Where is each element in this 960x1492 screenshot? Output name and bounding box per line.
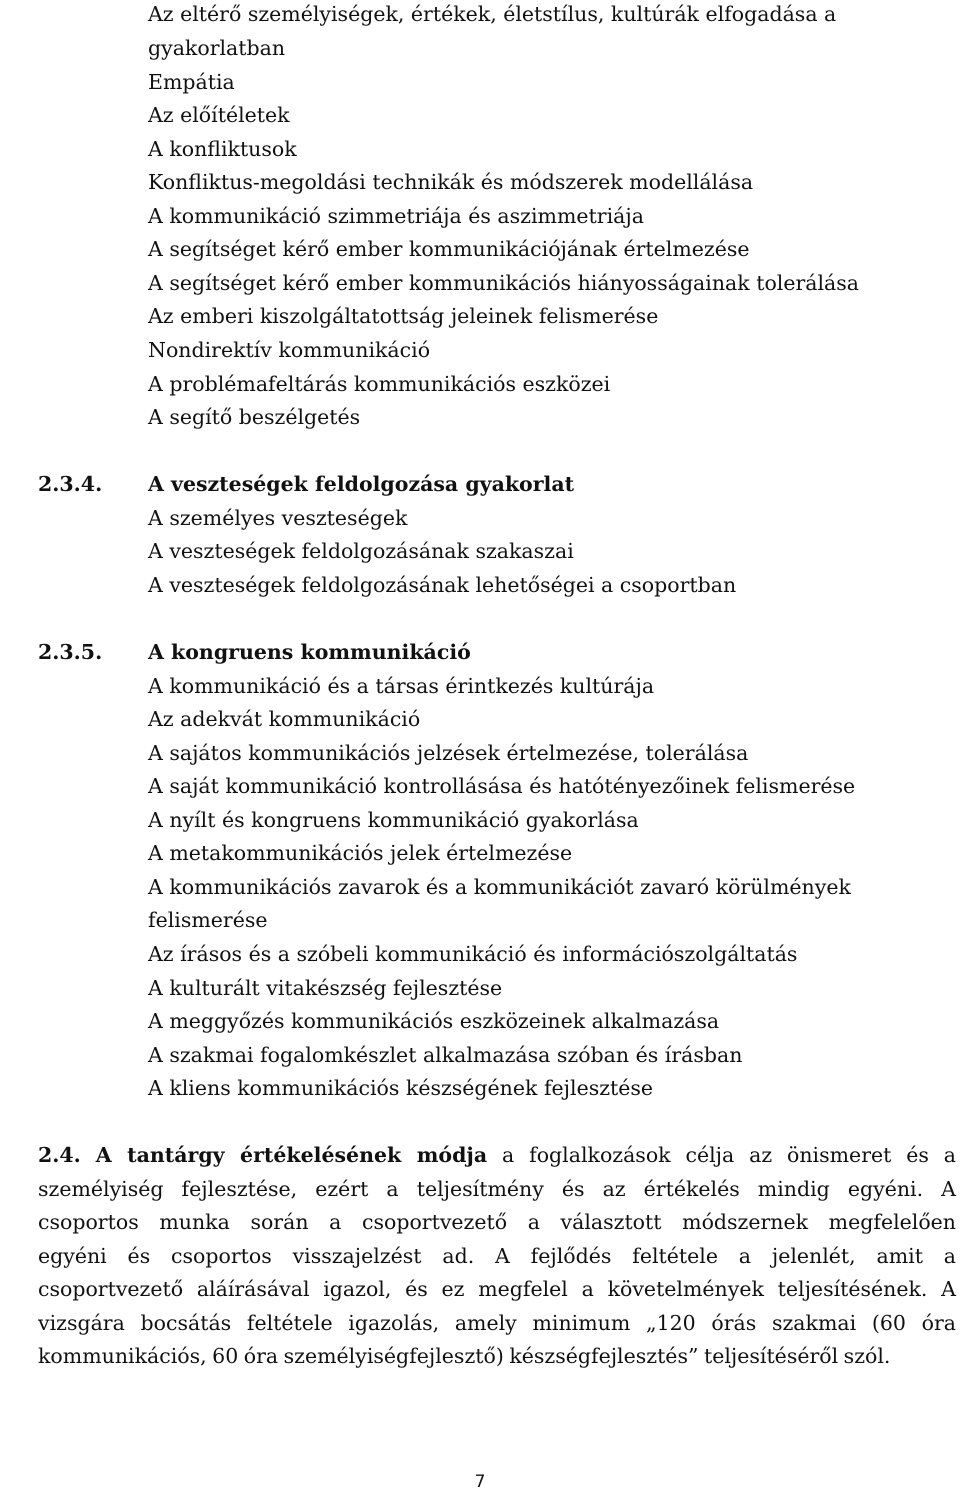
list-item: A meggyőzés kommunikációs eszközeinek alkalmazása	[148, 1009, 720, 1033]
list-item: A metakommunikációs jelek értelmezése	[148, 841, 573, 865]
paragraph-line: csoportvezető aláírásával igazol, és ez megfelel a követelmények teljesítésének. A	[38, 1277, 956, 1301]
list-item: A kommunikáció szimmetriája és aszimmetriája	[148, 204, 644, 228]
paragraph-line: kommunikációs, 60 óra személyiségfejlesztő) készségfejlesztés” teljesítéséről szól.	[38, 1344, 891, 1368]
list-item: A problémafeltárás kommunikációs eszközei	[148, 372, 611, 396]
paragraph-text: a foglalkozások célja az önismeret és a	[502, 1143, 956, 1167]
list-item: Empátia	[148, 70, 235, 94]
list-item: Konfliktus-megoldási technikák és módszerek modellálása	[148, 170, 754, 194]
paragraph-line: egyéni és csoportos visszajelzést ad. A fejlődés feltétele a jelenlét, amit a	[38, 1243, 956, 1268]
list-item: Az emberi kiszolgáltatottság jeleinek felismerése	[148, 304, 659, 328]
list-item: Az adekvát kommunikáció	[148, 707, 421, 731]
list-item: Az eltérő személyiségek, értékek, életstílus, kultúrák elfogadása a	[148, 2, 837, 26]
list-item: A saját kommunikáció kontrollásása és hatótényezőinek felismerése	[148, 774, 856, 798]
list-item: A kliens kommunikációs készségének fejlesztése	[148, 1076, 654, 1100]
list-item: Nondirektív kommunikáció	[148, 338, 431, 362]
list-item: A személyes veszteségek	[148, 506, 408, 530]
paragraph-line: személyiség fejlesztése, ezért a teljesítmény és az értékelés mindig egyéni. A	[38, 1176, 956, 1201]
list-item: A szakmai fogalomkészlet alkalmazása szóban és írásban	[148, 1043, 743, 1067]
list-item: Az írásos és a szóbeli kommunikáció és információszolgáltatás	[148, 942, 798, 966]
paragraph-line: csoportos munka során a csoportvezető a választott módszernek megfelelően	[38, 1210, 956, 1234]
paragraph-line	[38, 1145, 956, 1179]
list-item: A segítő beszélgetés	[148, 405, 361, 429]
section-number: 2.3.4.	[38, 472, 103, 496]
list-item: felismerése	[148, 908, 268, 932]
list-item: A veszteségek feldolgozásának lehetőségei a csoportban	[148, 573, 737, 597]
section-24-paragraph	[38, 1145, 956, 1380]
page-number: 7	[474, 1472, 486, 1492]
list-item: A konfliktusok	[148, 137, 297, 161]
list-item: Az előítéletek	[148, 103, 290, 127]
list-item: A veszteségek feldolgozásának szakaszai	[148, 539, 574, 563]
section-number: 2.4.	[38, 1143, 81, 1167]
list-item: A nyílt és kongruens kommunikáció gyakorlása	[148, 808, 639, 832]
section-title: A veszteségek feldolgozása gyakorlat	[148, 472, 575, 496]
list-item: A segítséget kérő ember kommunikációs hiányosságainak tolerálása	[148, 271, 860, 295]
list-item: A kommunikáció és a társas érintkezés kultúrája	[148, 674, 655, 698]
section-heading-235	[38, 642, 471, 663]
section-number: 2.3.5.	[38, 640, 103, 664]
section-title: A kongruens kommunikáció	[148, 640, 471, 664]
paragraph-line: vizsgára bocsátás feltétele igazolás, amely minimum „120 órás szakmai (60 óra	[38, 1310, 956, 1335]
list-item: A sajátos kommunikációs jelzések értelmezése, tolerálása	[148, 741, 749, 765]
bold-phrase: A tantárgy értékelésének módja	[95, 1143, 488, 1167]
list-item: A kommunikációs zavarok és a kommunikációt zavaró körülmények	[148, 875, 851, 899]
list-item: A segítséget kérő ember kommunikációjának értelmezése	[148, 237, 750, 261]
list-item: gyakorlatban	[148, 36, 286, 60]
list-item: A kulturált vitakészség fejlesztése	[148, 976, 503, 1000]
section-heading-234	[38, 474, 574, 495]
